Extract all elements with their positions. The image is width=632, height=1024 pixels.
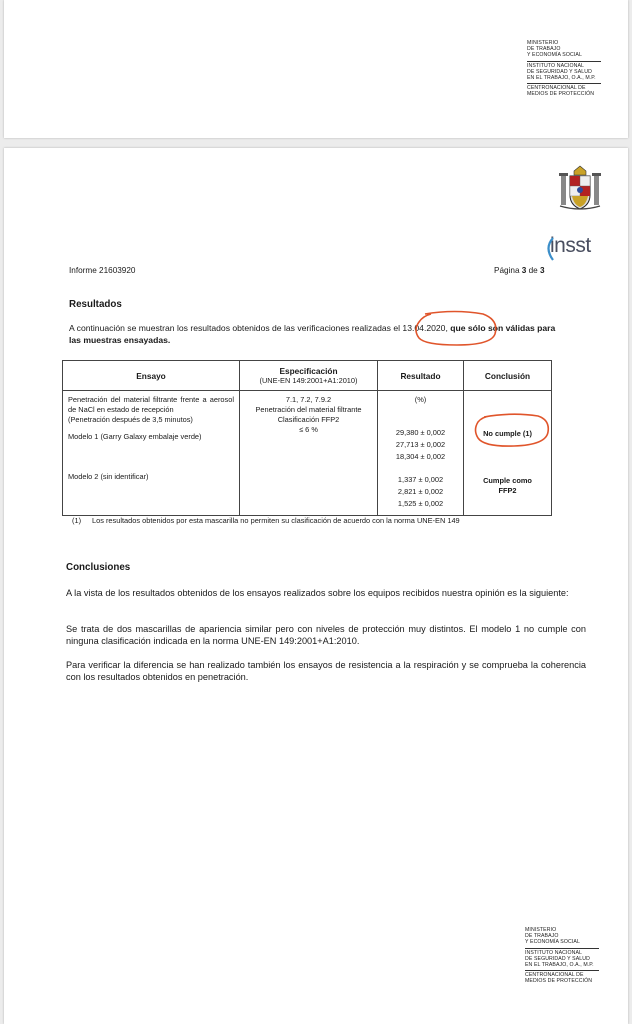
ensayo-description-2: (Penetración después de 3,5 minutos) [68, 415, 193, 424]
header-especificacion-norm: (UNE-EN 149:2001+A1:2010) [259, 375, 358, 385]
header-conclusion: Conclusión [464, 361, 552, 391]
ministry-line: MINISTERIO [525, 927, 557, 933]
header-especificacion-label: Especificación [279, 365, 338, 376]
institute-line: INSTITUTO NACIONAL [527, 62, 585, 69]
section-title-resultados: Resultados [69, 299, 122, 310]
model-2-conclusion: Cumple como FFP2 [483, 476, 532, 495]
institute-line: DE SEGURIDAD Y SALUD [527, 68, 592, 75]
table-footnote [72, 516, 460, 525]
header-resultado: Resultado [378, 361, 464, 391]
center-line: CENTRONACIONAL DE [525, 972, 584, 979]
result-unit: (%) [414, 395, 427, 404]
conclusion-cell [464, 391, 552, 516]
footnote-text: Los resultados obtenidos por esta mascarilla no permiten su clasificación de acuerdo con la norma UNE-EN 149 [92, 516, 460, 525]
ministry-line: MINISTERIO [527, 40, 559, 46]
center-line: CENTRONACIONAL DE [527, 85, 586, 92]
logo-text: insst [550, 234, 591, 257]
spec-classification: Clasificación FFP2 [277, 415, 340, 424]
center-line: MEDIOS DE PROTECCIÓN [527, 91, 595, 98]
page-number: 3 [521, 266, 527, 275]
conclusion-paragraph: Se trata de dos mascarillas de apariencia similar pero con niveles de protección muy distintos. El modelo 1 no cumple con ninguna clasificación indicada en la norma UNE-EN 149:2001+A1:2010. [66, 624, 586, 646]
coat-of-arms-icon [556, 165, 604, 213]
institute-line: EN EL TRABAJO, O.A., M.P. [527, 75, 596, 82]
results-table [62, 360, 552, 516]
ministry-line: DE TRABAJO [525, 933, 559, 940]
results-intro [69, 322, 569, 346]
model-1-conclusion: No cumple (1) [483, 429, 532, 438]
insst-logo [545, 234, 591, 258]
report-number: Informe 21603920 [69, 266, 136, 275]
model-1-result: 27,713 ± 0,002 [395, 440, 446, 449]
institute-line: EN EL TRABAJO, O.A., M.P. [525, 962, 594, 969]
institute-line: INSTITUTO NACIONAL [525, 949, 583, 956]
page-of: de [528, 266, 538, 275]
model-2-label: Modelo 2 (sin identificar) [68, 472, 149, 481]
intro-text: A continuación se muestran los resultados obtenidos de las verificaciones realizadas el 13.04.2020, [69, 323, 451, 333]
model-1-label: Modelo 1 (Garry Galaxy embalaje verde) [68, 432, 202, 441]
page-indicator [494, 266, 545, 275]
model-1-result: 18,304 ± 0,002 [395, 452, 446, 461]
section-title-conclusiones: Conclusiones [66, 562, 131, 573]
header-especificacion [240, 361, 378, 391]
spec-line: Penetración del material filtrante [255, 405, 362, 414]
ensayo-cell [63, 391, 240, 516]
resultado-cell [378, 391, 464, 516]
spec-limit: ≤ 6 % [299, 425, 318, 434]
institute-line: DE SEGURIDAD Y SALUD [525, 955, 590, 962]
ministry-line: DE TRABAJO [527, 46, 561, 53]
footnote-marker: (1) [72, 516, 82, 525]
spec-clauses: 7.1, 7.2, 7.9.2 [285, 395, 332, 404]
page-word: Página [494, 266, 520, 275]
model-2-result: 2,821 ± 0,002 [397, 487, 444, 496]
previous-page [4, 0, 628, 138]
document-page [4, 148, 628, 1024]
model-2-result: 1,525 ± 0,002 [397, 499, 444, 508]
header-ensayo: Ensayo [63, 361, 240, 391]
center-line: MEDIOS DE PROTECCIÓN [525, 978, 593, 985]
conclusion-paragraph: Para verificar la diferencia se han realizado también los ensayos de resistencia a la respiración y se comprueba la coherencia con los resultados obtenidos en penetración. [66, 660, 586, 682]
ministry-header [527, 40, 601, 98]
model-1-result: 29,380 ± 0,002 [395, 428, 446, 437]
intro-bold-text: que sólo son válidas para las muestras ensayadas. [69, 323, 556, 345]
model-2-result: 1,337 ± 0,002 [397, 475, 444, 484]
ministry-line: Y ECONOMÍA SOCIAL [527, 52, 582, 59]
logo-arc-icon [543, 236, 555, 262]
conclusion-paragraph: A la vista de los resultados obtenidos de los ensayos realizados sobre los equipos recibidos nuestra opinión es la siguiente: [66, 588, 569, 598]
especificacion-cell [240, 391, 378, 516]
table-row [63, 391, 552, 516]
ministry-footer [525, 927, 599, 985]
page-total: 3 [540, 266, 545, 275]
ministry-line: Y ECONOMÍA SOCIAL [525, 939, 580, 946]
ensayo-description: Penetración del material filtrante frente a aerosol de NaCl en estado de recepción [68, 395, 234, 414]
table-header-row [63, 361, 552, 391]
